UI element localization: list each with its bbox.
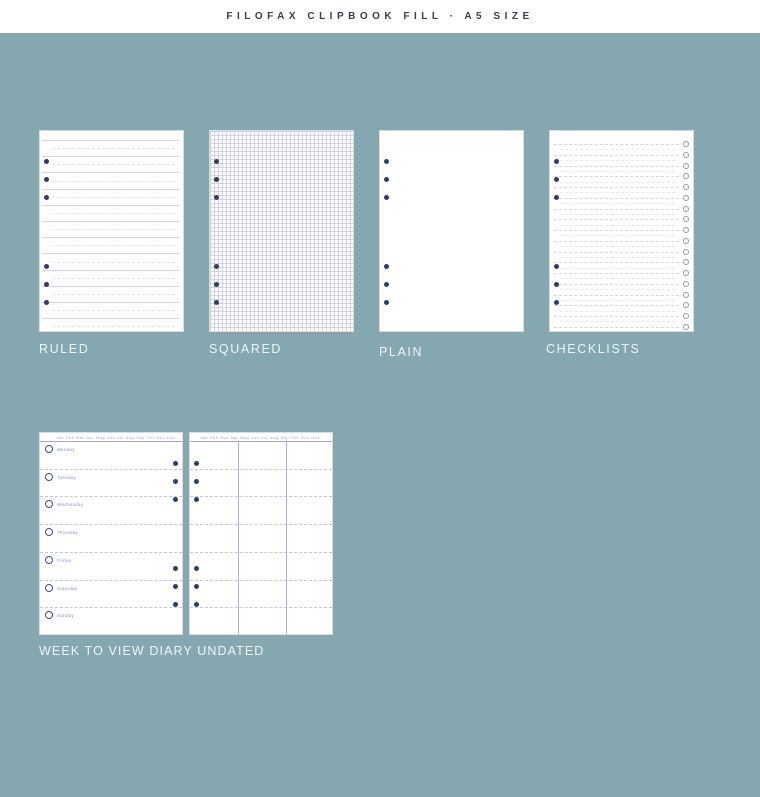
ruled-line <box>52 278 175 279</box>
ruled-line <box>52 294 175 295</box>
checklist-line <box>554 252 679 253</box>
binder-hole-dot <box>194 602 199 607</box>
binder-hole-dot <box>44 264 49 269</box>
checkbox-circle-icon <box>683 238 689 244</box>
checklist-subline <box>560 278 675 279</box>
diary-day-label: Thursday <box>57 530 79 536</box>
day-circle-icon <box>45 611 53 619</box>
checklist-line <box>554 166 679 167</box>
ruled-line <box>42 270 179 271</box>
checklist-subline <box>560 192 675 193</box>
checkbox-circle-icon <box>683 259 689 265</box>
checkbox-circle-icon <box>683 173 689 179</box>
months-row: Jan Feb Mar Apr May Jun Jul Aug Sep Oct Nov Dec <box>200 435 321 440</box>
checkbox-circle-icon <box>683 249 689 255</box>
day-circle-icon <box>45 445 53 453</box>
diary-row-line <box>40 496 182 497</box>
checklist-line <box>554 219 679 220</box>
checkbox-circle-icon <box>683 227 689 233</box>
binder-hole-dot <box>194 584 199 589</box>
teal-canvas <box>0 33 760 797</box>
ruled-line <box>52 164 175 165</box>
checkbox-circle-icon <box>683 216 689 222</box>
checklist-line <box>554 273 679 274</box>
checklist-line <box>554 144 679 145</box>
checklist-line <box>554 176 679 177</box>
ruled-line <box>42 172 179 173</box>
checklist-subline <box>560 321 675 322</box>
diary-row-line <box>40 469 182 470</box>
binder-hole-dot <box>384 177 389 182</box>
diary-right-page <box>189 432 333 635</box>
diary-row-line <box>40 552 182 553</box>
day-circle-icon <box>45 473 53 481</box>
day-circle-icon <box>45 500 53 508</box>
checklist-subline <box>560 203 675 204</box>
checklist-subline <box>560 225 675 226</box>
diary-row-line <box>40 607 182 608</box>
ruled-line <box>42 189 179 190</box>
ruled-line <box>42 237 179 238</box>
checklist-subline <box>560 246 675 247</box>
binder-hole-dot <box>384 159 389 164</box>
checklists-paper-page <box>549 130 694 332</box>
checklist-subline <box>560 160 675 161</box>
ruled-line <box>42 286 179 287</box>
day-circle-icon <box>45 556 53 564</box>
ruled-line <box>42 205 179 206</box>
ruled-line <box>52 181 175 182</box>
checklist-line <box>554 316 679 317</box>
checklist-line <box>554 262 679 263</box>
checklist-line <box>554 209 679 210</box>
checkbox-circle-icon <box>683 281 689 287</box>
checkbox-circle-icon <box>683 206 689 212</box>
checkbox-circle-icon <box>683 302 689 308</box>
binder-hole-dot <box>554 177 559 182</box>
diary-top-rule <box>190 441 332 442</box>
ruled-paper-page <box>39 130 184 332</box>
checklist-subline <box>560 300 675 301</box>
checkbox-circle-icon <box>683 152 689 158</box>
diary-day-label: Wednesday <box>57 502 84 508</box>
ruled-line <box>52 213 175 214</box>
ruled-line <box>52 197 175 198</box>
ruled-line <box>52 310 175 311</box>
checklist-line <box>554 230 679 231</box>
checkbox-circle-icon <box>683 163 689 169</box>
checkbox-circle-icon <box>683 195 689 201</box>
binder-hole-dot <box>214 177 219 182</box>
ruled-line <box>52 326 175 327</box>
binder-hole-dot <box>44 177 49 182</box>
ruled-line <box>42 140 179 141</box>
checklist-line <box>554 284 679 285</box>
binder-hole-dot <box>384 300 389 305</box>
diary-day-label: Sunday <box>57 613 75 619</box>
diary-row-line <box>190 524 332 525</box>
binder-hole-dot <box>384 282 389 287</box>
ruled-line <box>52 262 175 263</box>
binder-hole-dot <box>173 602 178 607</box>
binder-hole-dot <box>44 159 49 164</box>
diary-day-label: Tuesday <box>57 474 77 480</box>
diary-row-line <box>190 496 332 497</box>
squared-label: SQUARED <box>209 342 283 356</box>
checklist-line <box>554 295 679 296</box>
checkbox-circle-icon <box>683 313 689 319</box>
ruled-line <box>52 245 175 246</box>
binder-hole-dot <box>554 159 559 164</box>
binder-hole-dot <box>384 195 389 200</box>
checkbox-circle-icon <box>683 270 689 276</box>
binder-hole-dot <box>173 566 178 571</box>
binder-hole-dot <box>214 282 219 287</box>
checklist-subline <box>560 257 675 258</box>
binder-hole-dot <box>194 479 199 484</box>
ruled-line <box>42 302 179 303</box>
binder-hole-dot <box>44 195 49 200</box>
checklist-line <box>554 305 679 306</box>
binder-hole-dot <box>214 159 219 164</box>
binder-hole-dot <box>194 566 199 571</box>
ruled-line <box>52 229 175 230</box>
header-banner <box>0 0 760 33</box>
plain-label: PLAIN <box>379 345 424 359</box>
binder-hole-dot <box>554 264 559 269</box>
binder-hole-dot <box>44 282 49 287</box>
diary-day-label: Friday <box>57 557 72 563</box>
checklist-line <box>554 241 679 242</box>
binder-hole-dot <box>384 264 389 269</box>
checklist-subline <box>560 182 675 183</box>
checklist-subline <box>560 268 675 269</box>
ruled-label: RULED <box>39 342 90 356</box>
diary-row-line <box>190 607 332 608</box>
diary-row-line <box>40 580 182 581</box>
binder-hole-dot <box>173 479 178 484</box>
binder-hole-dot <box>554 282 559 287</box>
binder-hole-dot <box>44 300 49 305</box>
diary-day-label: Monday <box>57 447 75 452</box>
checklist-line <box>554 327 679 328</box>
binder-hole-dot <box>194 461 199 466</box>
checklists-label: CHECKLISTS <box>546 342 641 356</box>
binder-hole-dot <box>214 195 219 200</box>
checklist-subline <box>560 289 675 290</box>
plain-paper-page <box>379 130 524 332</box>
ruled-line <box>42 156 179 157</box>
diary-column-line <box>238 441 239 634</box>
checklist-line <box>554 198 679 199</box>
diary-top-rule <box>40 441 182 442</box>
ruled-line <box>52 148 175 149</box>
binder-hole-dot <box>194 497 199 502</box>
ruled-line <box>42 221 179 222</box>
checkbox-circle-icon <box>683 184 689 190</box>
binder-hole-dot <box>173 584 178 589</box>
checklist-line <box>554 155 679 156</box>
diary-row-line <box>190 552 332 553</box>
ruled-line <box>42 253 179 254</box>
day-circle-icon <box>45 528 53 536</box>
checkbox-circle-icon <box>683 141 689 147</box>
diary-label: WEEK TO VIEW DIARY UNDATED <box>39 644 265 658</box>
binder-hole-dot <box>554 195 559 200</box>
diary-day-label: Saturday <box>57 585 78 591</box>
binder-hole-dot <box>214 264 219 269</box>
ruled-line <box>42 318 179 319</box>
binder-hole-dot <box>173 497 178 502</box>
diary-row-line <box>40 524 182 525</box>
diary-row-line <box>190 580 332 581</box>
checklist-subline <box>560 235 675 236</box>
checklist-subline <box>560 214 675 215</box>
diary-left-page <box>39 432 183 635</box>
page-title: FILOFAX CLIPBOOK FILL · A5 SIZE <box>226 11 534 22</box>
checklist-subline <box>560 311 675 312</box>
binder-hole-dot <box>173 461 178 466</box>
binder-hole-dot <box>214 300 219 305</box>
squared-paper-page <box>209 130 354 332</box>
diary-row-line <box>190 469 332 470</box>
months-row: Jan Feb Mar Apr May Jun Jul Aug Sep Oct Nov Dec <box>55 435 176 440</box>
checkbox-circle-icon <box>683 324 689 330</box>
checklist-line <box>554 187 679 188</box>
binder-hole-dot <box>554 300 559 305</box>
day-circle-icon <box>45 584 53 592</box>
checklist-subline <box>560 171 675 172</box>
checklist-subline <box>560 149 675 150</box>
diary-column-line <box>286 441 287 634</box>
checkbox-circle-icon <box>683 292 689 298</box>
